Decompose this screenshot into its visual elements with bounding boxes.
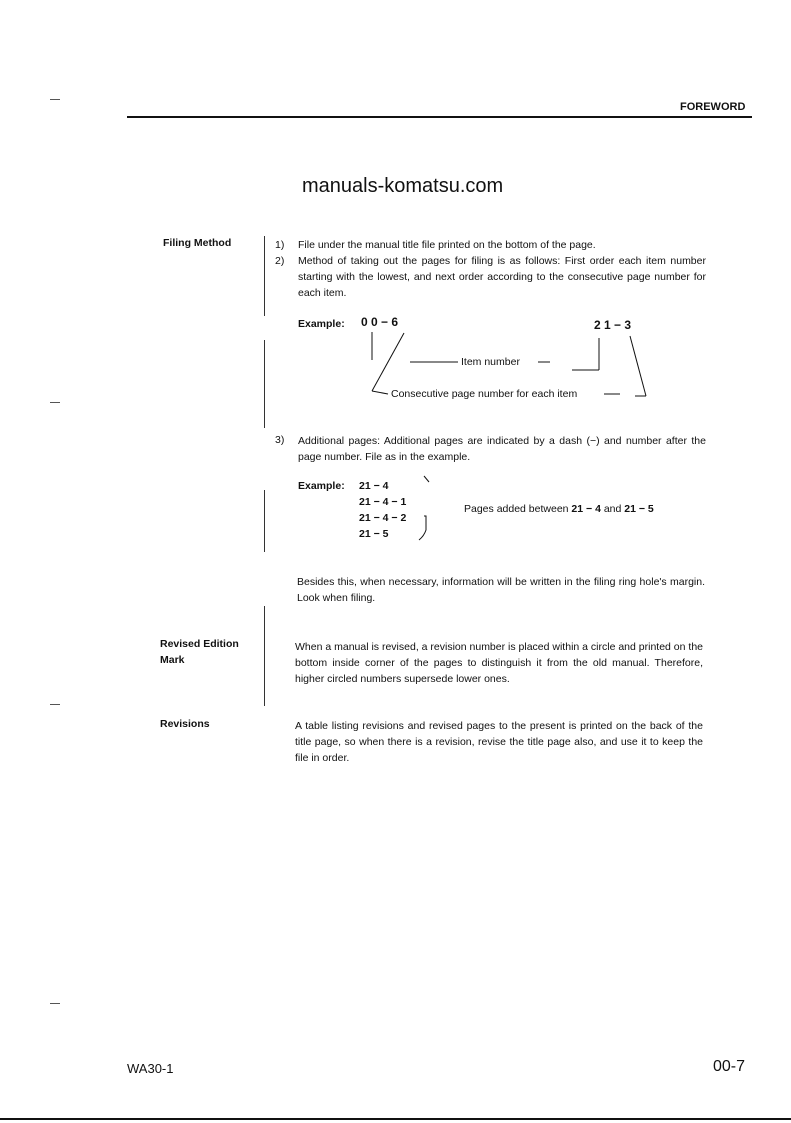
section-header: FOREWORD [680,101,746,113]
footer-page-number: 00-7 [713,1058,746,1075]
revised-paragraph: When a manual is revised, a revision number is placed within a circle and printed on the bottom inside corner of the pages to distinguish it from the old manual. Therefore, higher circled numbers supersede lower ones. [295,641,703,685]
footer-rule [0,1118,791,1120]
besides-paragraph: Besides this, when necessary, information will be written in the filing ring hole's margin. Look when filing. [297,576,705,604]
item-text: File under the manual title file printed on the bottom of the page. [298,239,596,251]
example-line: 21 − 4 [359,480,389,492]
item-text: Method of taking out the pages for filing is as follows: First order each item number starting with the lowest, and next order according to the consecutive page number for each item. [298,255,706,299]
item-text: Additional pages: Additional pages are indicated by a dash (−) and number after the page number. File as in the example. [298,435,706,463]
watermark: manuals-komatsu.com [302,175,504,197]
item-number: 3) [275,434,285,446]
revisions-label: Revisions [160,718,210,730]
item-number-caption: Item number [461,356,520,368]
example-note: Pages added between 21 − 4 and 21 − 5 [464,503,654,515]
revised-edition-label: Revised Edition [160,638,239,650]
consecutive-caption: Consecutive page number for each item [391,388,578,400]
example-label: Example: [298,480,345,492]
revised-edition-label-2: Mark [160,654,185,666]
footer-model: WA30-1 [127,1061,174,1076]
example-line: 21 − 4 − 1 [359,496,407,508]
item-number: 1) [275,239,285,251]
revisions-paragraph: A table listing revisions and revised pages to the present is printed on the back of the title page, so when there is a revision, revise the title page also, and use it to keep the file in order. [295,720,703,764]
example-line: 21 − 5 [359,528,389,540]
example-page-left: 0 0 − 6 [361,315,399,329]
example-page-right: 2 1 − 3 [594,318,632,332]
example-line: 21 − 4 − 2 [359,512,407,524]
filing-method-label: Filing Method [163,237,232,249]
example-label: Example: [298,318,345,330]
item-number: 2) [275,255,285,267]
